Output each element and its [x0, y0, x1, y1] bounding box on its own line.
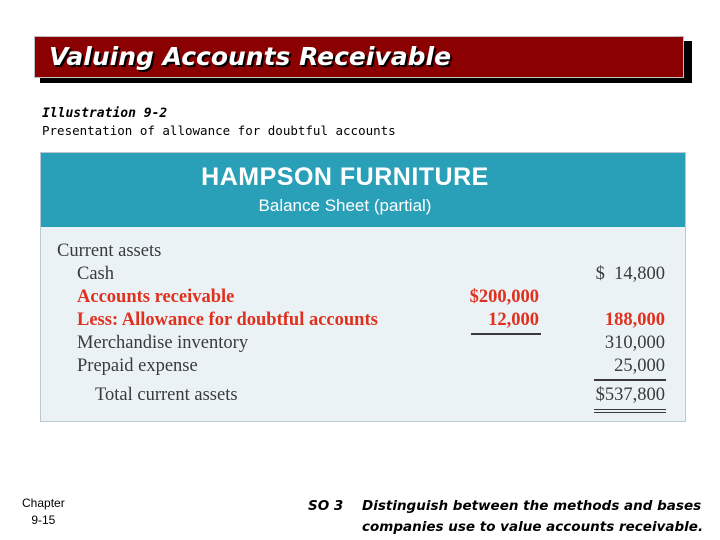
net-receivable-amount: 188,000 — [604, 310, 665, 330]
statement-subtitle: Balance Sheet (partial) — [258, 196, 432, 215]
study-objective-line2: companies use to value accounts receivable. — [362, 519, 704, 535]
cash-row — [41, 264, 685, 287]
cash-label: Cash — [77, 264, 114, 284]
allowance-amount: 12,000 — [488, 310, 539, 330]
prepaid-row — [41, 356, 685, 379]
company-name: HAMPSON FURNITURE — [201, 163, 489, 191]
prepaid-label: Prepaid expense — [77, 356, 198, 376]
cash-amount: $ 14,800 — [595, 264, 665, 284]
balance-sheet-panel — [40, 152, 686, 422]
section-heading: Current assets — [57, 241, 162, 261]
title-bar — [34, 36, 684, 78]
allowance-label: Less: Allowance for doubtful accounts — [77, 310, 378, 330]
balance-sheet-header — [41, 153, 685, 227]
illustration-label: Illustration 9-2 — [42, 106, 168, 121]
accounts-receivable-row — [41, 287, 685, 310]
chapter-footer — [22, 495, 65, 529]
study-objective — [308, 496, 703, 538]
total-amount: $537,800 — [595, 385, 665, 405]
section-heading-row — [41, 241, 685, 264]
inventory-row — [41, 333, 685, 356]
inventory-amount: 310,000 — [604, 333, 665, 353]
allowance-row — [41, 310, 685, 333]
total-label: Total current assets — [95, 385, 238, 405]
total-underline-1 — [594, 409, 666, 410]
prepaid-underline — [594, 379, 666, 381]
prepaid-amount: 25,000 — [614, 356, 665, 376]
study-objective-line1: Distinguish between the methods and bases — [362, 498, 702, 514]
slide-title: Valuing Accounts Receivable — [49, 42, 452, 71]
accounts-receivable-label: Accounts receivable — [77, 287, 235, 307]
illustration-caption: Presentation of allowance for doubtful accounts — [42, 123, 396, 138]
accounts-receivable-amount: $200,000 — [469, 287, 539, 307]
chapter-label: Chapter — [22, 496, 65, 510]
study-objective-label: SO 3 — [308, 498, 344, 514]
inventory-label: Merchandise inventory — [77, 333, 249, 353]
chapter-page: 9-15 — [31, 513, 56, 527]
total-underline-2 — [594, 412, 666, 413]
total-row — [41, 385, 685, 408]
